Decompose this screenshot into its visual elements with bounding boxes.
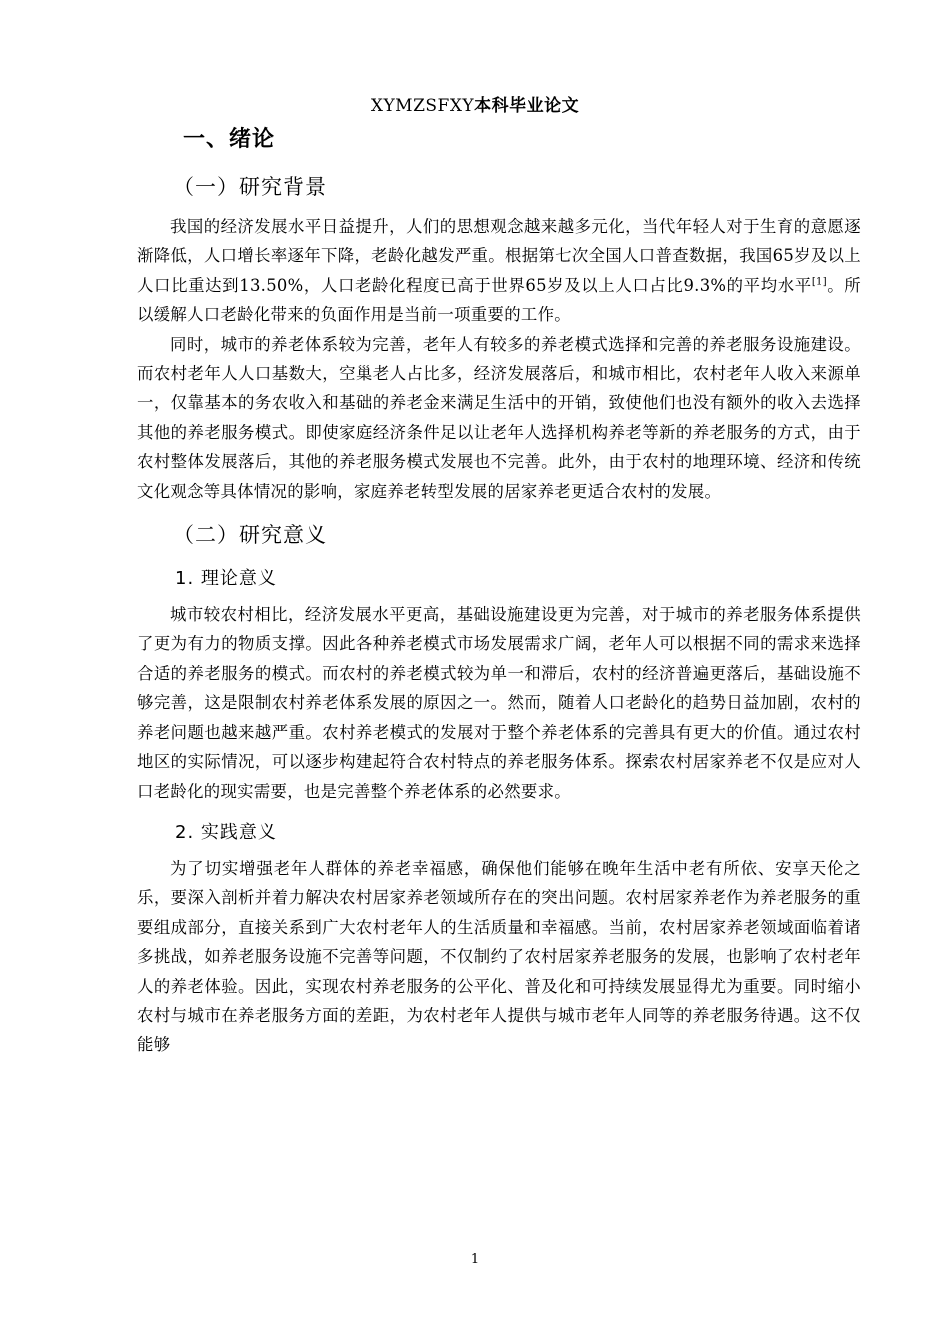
page-header <box>0 94 950 118</box>
header-prefix: XYMZSFXY <box>370 96 475 116</box>
paragraph-theory: 城市较农村相比，经济发展水平更高，基础设施建设更为完善，对于城市的养老服务体系提供了更为有力的物质支撑。因此各种养老模式市场发展需求广阔，老年人可以根据不同的需求来选择合适的养老服务的模式。而农村的养老模式较为单一和滞后，农村的经济普遍更落后，基础设施不够完善，这是限制农村养老体系发展的原因之一。然而，随着人口老龄化的趋势日益加剧，农村的养老问题也越来越严重。农村养老模式的发展对于整个养老体系的完善具有更大的价值。通过农村地区的实际情况，可以逐步构建起符合农村特点的养老服务体系。探索农村居家养老不仅是应对人口老龄化的现实需要，也是完善整个养老体系的必然要求。 <box>137 605 861 801</box>
paragraph-text: 。所以缓解人口老龄化带来的负面作用是当前一项重要的工作。 <box>137 275 861 325</box>
header-suffix: 本科毕业论文 <box>474 96 580 116</box>
document-body <box>137 118 861 1060</box>
chapter-title: 一、绪论 <box>183 127 276 152</box>
paragraph-text: 我国的经济发展水平日益提升，人们的思想观念越来越多元化，当代年轻人对于生育的意愿逐渐降低，人口增长率逐年下降，老龄化越发严重。根据第七次全国人口普查数据，我国65岁及以上人口比重达到13.50%，人口老龄化程度已高于世界65岁及以上人口占比9.3%的平均水平 <box>137 217 861 295</box>
paragraph-practice: 为了切实增强老年人群体的养老幸福感，确保他们能够在晚年生活中老有所依、安享天伦之乐，要深入剖析并着力解决农村居家养老领域所存在的突出问题。农村居家养老作为养老服务的重要组成部分，直接关系到广大农村老年人的生活质量和幸福感。当前，农村居家养老领域面临着诸多挑战，如养老服务设施不完善等问题，不仅制约了农村居家养老服务的发展，也影响了农村老年人的养老体验。因此，实现农村养老服务的公平化、普及化和可持续发展显得尤为重要。同时缩小农村与城市在养老服务方面的差距，为农村老年人提供与城市老年人同等的养老服务待遇。这不仅能够 <box>137 858 861 1055</box>
paragraph-background-1 <box>137 212 861 330</box>
subsection-title-practice: 2. 实践意义 <box>175 821 277 843</box>
section-title-significance: （二）研究意义 <box>173 523 327 548</box>
subsection-title-theory: 1. 理论意义 <box>175 568 277 590</box>
section-title-background: （一）研究背景 <box>173 175 327 199</box>
paragraph-background-2: 同时，城市的养老体系较为完善，老年人有较多的养老模式选择和完善的养老服务设施建设。而农村老年人人口基数大，空巢老人占比多，经济发展落后，和城市相比，农村老年人收入来源单一，仅靠基本的务农收入和基础的养老金来满足生活中的开销，致使他们也没有额外的收入去选择其他的养老服务模式。即使家庭经济条件足以让老年人选择机构养老等新的养老服务的方式，由于农村整体发展落后，其他的养老服务模式发展也不完善。此外，由于农村的地理环境、经济和传统文化观念等具体情况的影响，家庭养老转型发展的居家养老更适合农村的发展。 <box>137 334 861 501</box>
page-number: 1 <box>470 1252 480 1267</box>
citation-marker[interactable]: [1] <box>811 276 827 288</box>
